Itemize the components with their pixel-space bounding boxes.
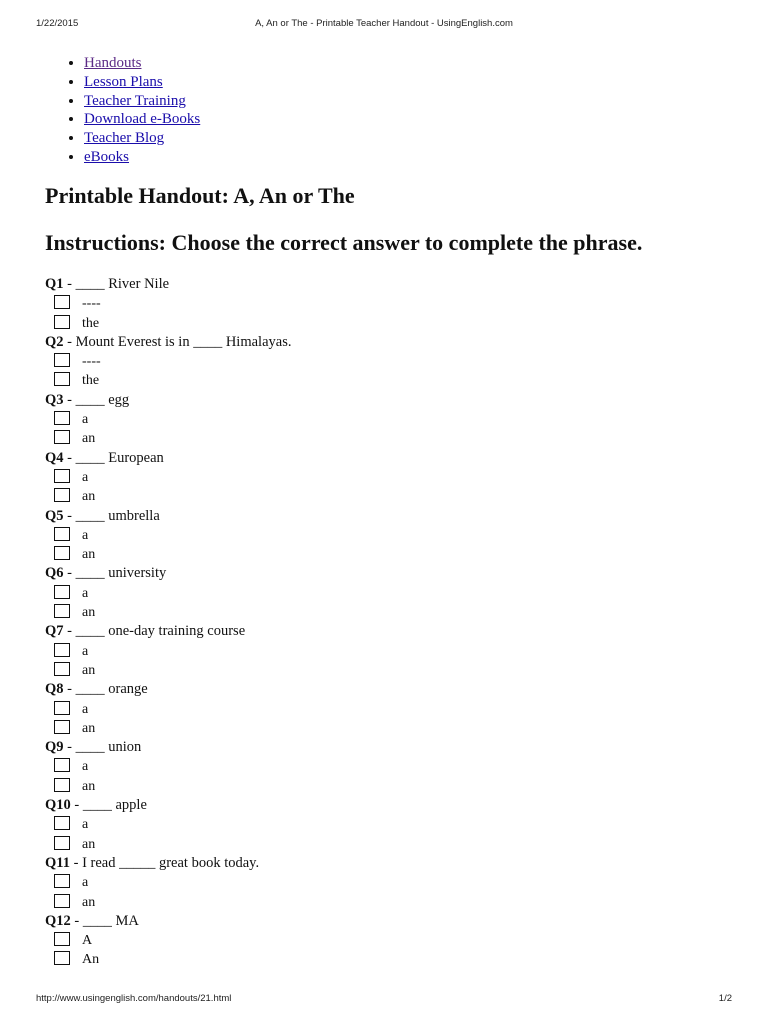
question-number: Q7 xyxy=(45,623,64,640)
nav-link-teacher-blog[interactable]: Teacher Blog xyxy=(84,130,165,147)
question-number: Q12 xyxy=(45,912,71,929)
answer-checkbox[interactable] xyxy=(54,546,70,560)
nav-link-lesson-plans[interactable]: Lesson Plans xyxy=(84,73,163,90)
question-10 xyxy=(45,796,291,815)
answer-option xyxy=(45,429,291,448)
answer-option xyxy=(45,835,291,854)
answer-label: the xyxy=(82,373,100,389)
answer-option xyxy=(45,468,291,487)
answer-label: ---- xyxy=(82,354,101,370)
question-5 xyxy=(45,507,291,526)
answer-option xyxy=(45,603,291,622)
answer-checkbox[interactable] xyxy=(54,353,70,367)
answer-label: an xyxy=(82,720,96,736)
answer-checkbox[interactable] xyxy=(54,932,70,946)
answer-checkbox[interactable] xyxy=(54,585,70,599)
nav-item xyxy=(84,92,200,111)
print-date: 1/22/2015 xyxy=(36,18,79,29)
answer-option xyxy=(45,719,291,738)
answer-checkbox[interactable] xyxy=(54,469,70,483)
answer-checkbox[interactable] xyxy=(54,430,70,444)
nav-link-download-ebooks[interactable]: Download e-Books xyxy=(84,111,201,128)
answer-label: ---- xyxy=(82,296,101,312)
nav-item xyxy=(84,148,200,167)
answer-checkbox[interactable] xyxy=(54,816,70,830)
answer-label: A xyxy=(82,933,93,949)
answer-label: An xyxy=(82,952,100,968)
answer-checkbox[interactable] xyxy=(54,527,70,541)
question-2 xyxy=(45,333,291,352)
answer-option xyxy=(45,410,291,429)
question-text: - ____ university xyxy=(63,565,167,582)
nav-list xyxy=(44,54,200,167)
nav-link-teacher-training[interactable]: Teacher Training xyxy=(84,92,186,109)
answer-checkbox[interactable] xyxy=(54,604,70,618)
question-text: - ____ one-day training course xyxy=(63,623,246,640)
question-1 xyxy=(45,275,291,294)
answer-checkbox[interactable] xyxy=(54,488,70,502)
answer-label: a xyxy=(82,643,89,659)
question-text: - ____ European xyxy=(63,449,164,466)
answer-label: a xyxy=(82,469,89,485)
answer-checkbox[interactable] xyxy=(54,720,70,734)
question-number: Q8 xyxy=(45,681,64,698)
question-number: Q9 xyxy=(45,739,64,756)
answer-checkbox[interactable] xyxy=(54,295,70,309)
nav-item xyxy=(84,129,200,148)
question-number: Q11 xyxy=(45,854,70,871)
page-title: Printable Handout: A, An or The xyxy=(45,183,355,208)
answer-option xyxy=(45,526,291,545)
instructions-heading: Instructions: Choose the correct answer to complete the phrase. xyxy=(45,230,643,255)
question-text: - ____ apple xyxy=(70,797,147,814)
question-text: - ____ union xyxy=(63,739,142,756)
answer-label: a xyxy=(82,817,89,833)
page-number: 1/2 xyxy=(718,993,732,1004)
print-header xyxy=(36,18,732,32)
answer-option xyxy=(45,931,291,950)
question-4 xyxy=(45,449,291,468)
question-text: - ____ MA xyxy=(70,912,139,929)
question-number: Q3 xyxy=(45,391,64,408)
question-number: Q5 xyxy=(45,507,64,524)
nav-item xyxy=(84,73,200,92)
answer-checkbox[interactable] xyxy=(54,874,70,888)
answer-option xyxy=(45,545,291,564)
answer-label: a xyxy=(82,875,89,891)
question-text: - Mount Everest is in ____ Himalayas. xyxy=(63,333,292,350)
question-3 xyxy=(45,391,291,410)
question-text: - ____ River Nile xyxy=(63,276,170,292)
answer-label: an xyxy=(82,894,96,910)
answer-option xyxy=(45,642,291,661)
nav-link-ebooks[interactable]: eBooks xyxy=(84,148,129,165)
question-text: - ____ egg xyxy=(63,391,130,408)
answer-option xyxy=(45,487,291,506)
question-12 xyxy=(45,912,291,931)
answer-label: a xyxy=(82,412,89,428)
answer-option xyxy=(45,661,291,680)
answer-checkbox[interactable] xyxy=(54,411,70,425)
print-footer xyxy=(36,993,732,1007)
answer-label: an xyxy=(82,836,96,852)
nav-item xyxy=(84,54,200,73)
question-number: Q6 xyxy=(45,565,64,582)
nav-link-handouts[interactable]: Handouts xyxy=(84,55,142,71)
answer-option xyxy=(45,584,291,603)
question-text: - ____ orange xyxy=(63,681,148,698)
answer-label: a xyxy=(82,527,89,543)
nav-item xyxy=(84,110,200,129)
answer-label: the xyxy=(82,315,100,331)
answer-checkbox[interactable] xyxy=(54,643,70,657)
question-number: Q10 xyxy=(45,797,71,814)
answer-label: an xyxy=(82,605,96,621)
question-number: Q2 xyxy=(45,333,64,350)
answer-checkbox[interactable] xyxy=(54,315,70,329)
answer-checkbox[interactable] xyxy=(54,894,70,908)
print-url: http://www.usingenglish.com/handouts/21.html xyxy=(36,993,232,1004)
answer-label: a xyxy=(82,585,89,601)
answer-option xyxy=(45,314,291,333)
question-number: Q4 xyxy=(45,449,64,466)
question-text: - ____ umbrella xyxy=(63,507,160,524)
answer-checkbox[interactable] xyxy=(54,778,70,792)
answer-option xyxy=(45,893,291,912)
answer-option xyxy=(45,352,291,371)
answer-option xyxy=(45,777,291,796)
answer-option xyxy=(45,371,291,390)
answer-option xyxy=(45,950,291,969)
answer-label: an xyxy=(82,778,96,794)
print-title: A, An or The - Printable Teacher Handout - UsingEnglish.com xyxy=(255,18,513,29)
question-7 xyxy=(45,622,291,641)
answer-checkbox[interactable] xyxy=(54,372,70,386)
question-9 xyxy=(45,738,291,757)
question-text: - I read _____ great book today. xyxy=(69,854,260,871)
answer-option xyxy=(45,700,291,719)
answer-checkbox[interactable] xyxy=(54,758,70,772)
question-6 xyxy=(45,564,291,583)
answer-option xyxy=(45,815,291,834)
answer-label: an xyxy=(82,431,96,447)
question-11 xyxy=(45,854,291,873)
answer-label: a xyxy=(82,701,89,717)
answer-option xyxy=(45,757,291,776)
answer-label: an xyxy=(82,489,96,505)
answer-checkbox[interactable] xyxy=(54,836,70,850)
answer-checkbox[interactable] xyxy=(54,662,70,676)
answer-label: an xyxy=(82,662,96,678)
answer-option xyxy=(45,294,291,313)
answer-label: a xyxy=(82,759,89,775)
question-number: Q1 xyxy=(45,276,64,292)
answer-checkbox[interactable] xyxy=(54,951,70,965)
answer-checkbox[interactable] xyxy=(54,701,70,715)
answer-label: an xyxy=(82,547,96,563)
question-8 xyxy=(45,680,291,699)
question-list xyxy=(45,275,291,970)
answer-option xyxy=(45,873,291,892)
